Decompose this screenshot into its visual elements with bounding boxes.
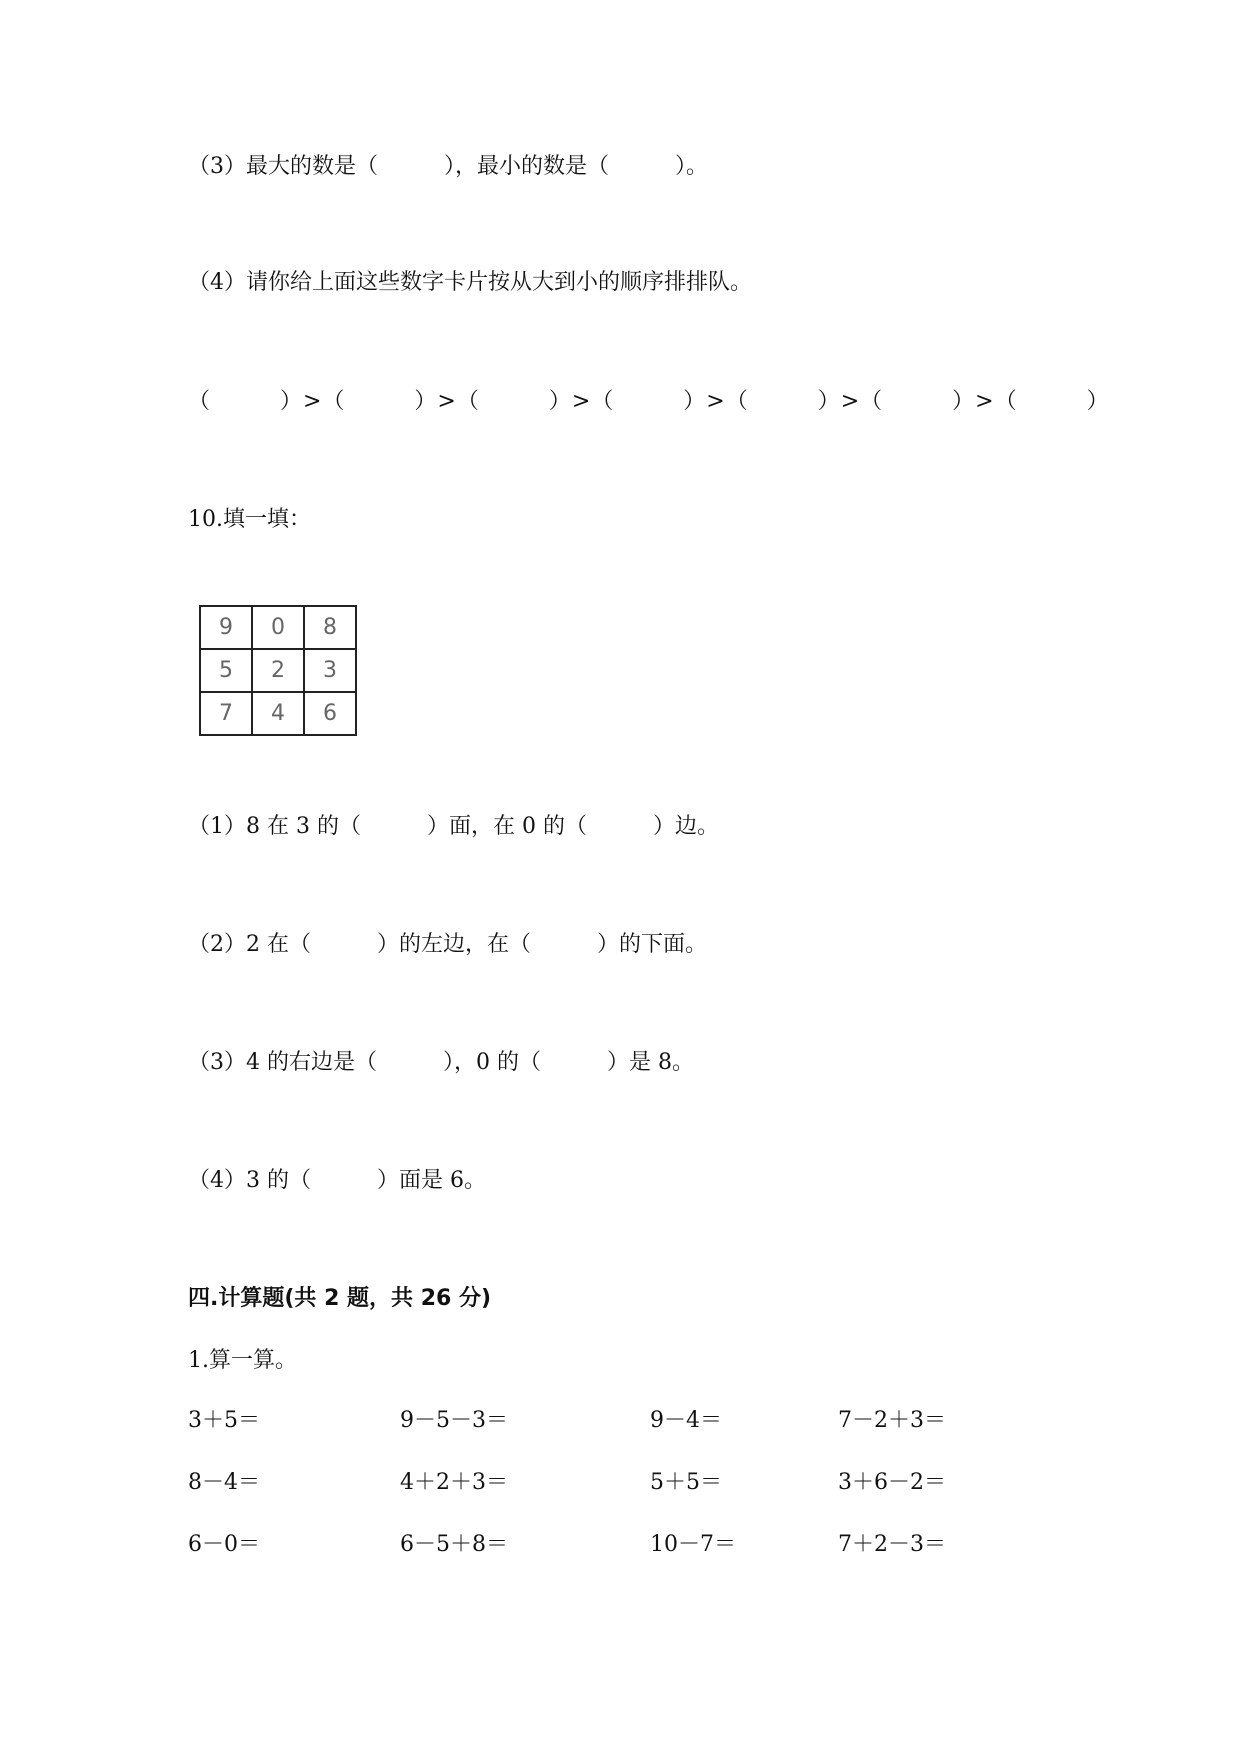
calc-item: 7＋2－3＝ bbox=[838, 1532, 946, 1557]
question-9-3: （3）最大的数是（ ），最小的数是（ ）。 bbox=[188, 154, 708, 179]
grid-cell: 6 bbox=[304, 692, 356, 735]
calc-item: 3＋5＝ bbox=[188, 1408, 260, 1433]
grid-cell: 5 bbox=[200, 649, 252, 692]
calc-item: 3＋6－2＝ bbox=[838, 1470, 946, 1495]
calc-item: 10－7＝ bbox=[650, 1532, 736, 1557]
calc-item: 9－5－3＝ bbox=[400, 1408, 508, 1433]
calc-item: 8－4＝ bbox=[188, 1470, 260, 1495]
grid-cell: 7 bbox=[200, 692, 252, 735]
question-9-4: （4）请你给上面这些数字卡片按从大到小的顺序排排队。 bbox=[188, 270, 752, 295]
grid-cell: 3 bbox=[304, 649, 356, 692]
number-grid bbox=[199, 605, 357, 736]
grid-cell: 2 bbox=[252, 649, 304, 692]
question-10-4: （4）3 的（ ）面是 6。 bbox=[188, 1168, 486, 1193]
question-10-3: （3）4 的右边是（ ），0 的（ ）是 8。 bbox=[188, 1050, 694, 1075]
calc-item: 7－2＋3＝ bbox=[838, 1408, 946, 1433]
calc-question-1-title: 1.算一算。 bbox=[188, 1348, 297, 1373]
calc-item: 6－0＝ bbox=[188, 1532, 260, 1557]
question-10-1: （1）8 在 3 的（ ）面，在 0 的（ ）边。 bbox=[188, 814, 719, 839]
calc-item: 9－4＝ bbox=[650, 1408, 722, 1433]
part-4-heading: 四.计算题(共 2 题，共 26 分) bbox=[188, 1286, 492, 1311]
grid-cell: 8 bbox=[304, 606, 356, 649]
grid-row bbox=[200, 649, 356, 692]
calc-item: 6－5＋8＝ bbox=[400, 1532, 508, 1557]
grid-cell: 0 bbox=[252, 606, 304, 649]
question-10-2: （2）2 在（ ）的左边，在（ ）的下面。 bbox=[188, 932, 707, 957]
grid-cell: 4 bbox=[252, 692, 304, 735]
grid-row bbox=[200, 606, 356, 649]
calc-item: 4＋2＋3＝ bbox=[400, 1470, 508, 1495]
question-10-title: 10.填一填： bbox=[188, 507, 311, 532]
grid-row bbox=[200, 692, 356, 735]
grid-cell: 9 bbox=[200, 606, 252, 649]
calc-item: 5＋5＝ bbox=[650, 1470, 722, 1495]
order-blanks-line: （ ）>（ ）>（ ）>（ ）>（ ）>（ ）>（ ） bbox=[188, 389, 1110, 414]
